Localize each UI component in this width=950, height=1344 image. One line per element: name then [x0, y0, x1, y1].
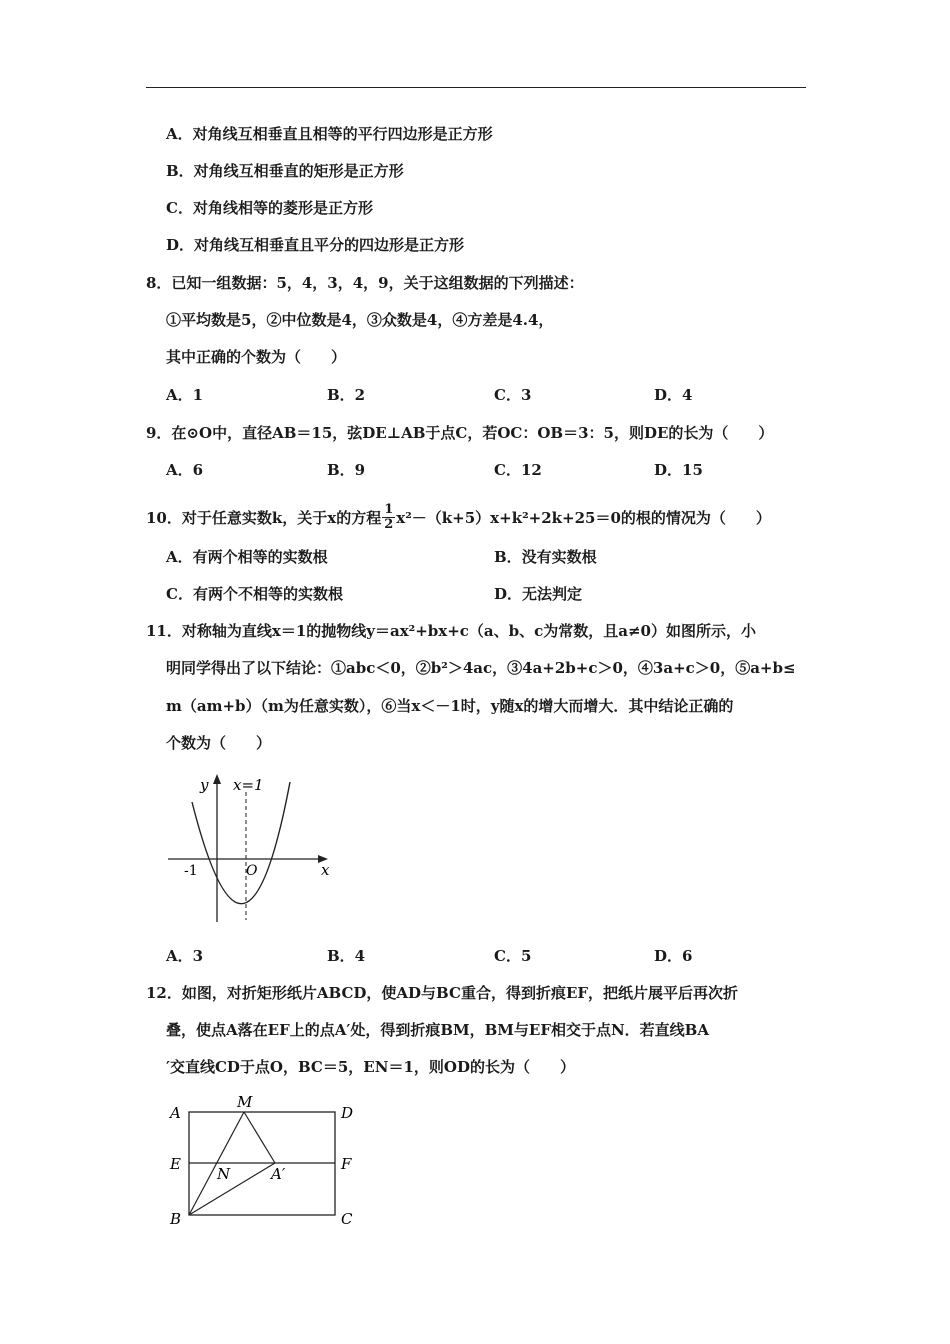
label-a: A	[170, 1104, 181, 1122]
q8-statements: ①平均数是5，②中位数是4，③众数是4，④方差是4.4，	[166, 311, 554, 329]
q9-option-a[interactable]: A．6	[166, 461, 204, 479]
y-axis-arrow	[213, 774, 221, 784]
q10-stem-after: x²－（k+5）x+k²+2k+25＝0的根的情况为（ ）	[396, 508, 771, 527]
q10-option-c[interactable]: C．有两个不相等的实数根	[166, 585, 343, 603]
q8-stem: 8．已知一组数据：5，4，3，4，9，关于这组数据的下列描述：	[146, 274, 584, 292]
label-origin: O	[246, 863, 258, 879]
q10-stem-before: 10．对于任意实数k，关于x的方程	[146, 508, 382, 527]
q12-rectangle-figure	[160, 1092, 370, 1237]
q9-option-d[interactable]: D．15	[654, 461, 703, 479]
label-n: N	[217, 1165, 231, 1183]
q11-line-3: m（am+b）（m为任意实数），⑥当x＜－1时，y随x的增大而增大．其中结论正确的	[166, 697, 734, 715]
q12-line-1: 12．如图，对折矩形纸片ABCD，使AD与BC重合，得到折痕EF，把纸片展平后再次折	[146, 984, 739, 1002]
q11-option-d[interactable]: D．6	[654, 947, 693, 965]
q7-option-d[interactable]: D．对角线互相垂直且平分的四边形是正方形	[166, 236, 465, 254]
q7-option-c[interactable]: C．对角线相等的菱形是正方形	[166, 199, 373, 217]
q11-option-b[interactable]: B．4	[327, 947, 366, 965]
label-f: F	[341, 1155, 352, 1173]
label-x: x	[321, 861, 330, 879]
label-m: M	[237, 1093, 253, 1111]
label-d: D	[341, 1104, 354, 1122]
label-b: B	[170, 1210, 182, 1228]
q11-line-2: 明同学得出了以下结论：①abc＜0，②b²＞4ac，③4a+2b+c＞0，④3a+c＞0，⑤a+b≤	[166, 659, 796, 677]
header-rule	[146, 87, 806, 88]
label-symmetry: x=1	[233, 776, 264, 794]
q12-line-3: ′交直线CD于点O，BC＝5，EN＝1，则OD的长为（ ）	[166, 1058, 575, 1076]
q8-option-c[interactable]: C．3	[494, 386, 532, 404]
q11-line-1: 11．对称轴为直线x＝1的抛物线y＝ax²+bx+c（a、b、c为常数，且a≠0）如图所示，小	[146, 622, 756, 640]
q10-fraction-denominator: 2	[384, 517, 394, 532]
q10-option-b[interactable]: B．没有实数根	[494, 548, 597, 566]
q7-option-b[interactable]: B．对角线互相垂直的矩形是正方形	[166, 162, 404, 180]
label-e: E	[170, 1155, 181, 1173]
q8-option-d[interactable]: D．4	[654, 386, 693, 404]
q7-option-a[interactable]: A．对角线互相垂直且相等的平行四边形是正方形	[166, 125, 493, 143]
q11-line-4: 个数为（ ）	[166, 734, 272, 752]
label-minus-one: -1	[184, 863, 198, 879]
q10-fraction	[382, 503, 395, 532]
q11-option-c[interactable]: C．5	[494, 947, 532, 965]
q8-question: 其中正确的个数为（ ）	[166, 348, 347, 366]
q10-option-d[interactable]: D．无法判定	[494, 585, 583, 603]
q11-option-a[interactable]: A．3	[166, 947, 204, 965]
segment-ba1	[189, 1163, 275, 1215]
label-y: y	[200, 776, 209, 794]
q12-line-2: 叠，使点A落在EF上的点A′处，得到折痕BM，BM与EF相交于点N．若直线BA	[166, 1021, 709, 1039]
q10-fraction-numerator: 1	[384, 502, 394, 517]
q10-option-a[interactable]: A．有两个相等的实数根	[166, 548, 328, 566]
label-a-prime: A′	[271, 1165, 286, 1183]
q9-stem: 9．在⊙O中，直径AB＝15，弦DE⊥AB于点C，若OC：OB＝3：5，则DE的长为（ ）	[146, 424, 774, 442]
q8-option-a[interactable]: A．1	[166, 386, 204, 404]
q11-parabola-figure	[160, 770, 340, 930]
segment-ma1	[244, 1112, 275, 1163]
q8-option-b[interactable]: B．2	[327, 386, 366, 404]
q9-option-c[interactable]: C．12	[494, 461, 542, 479]
q9-option-b[interactable]: B．9	[327, 461, 366, 479]
parabola-curve	[192, 782, 290, 904]
label-c: C	[341, 1210, 353, 1228]
q10-stem	[146, 503, 771, 532]
